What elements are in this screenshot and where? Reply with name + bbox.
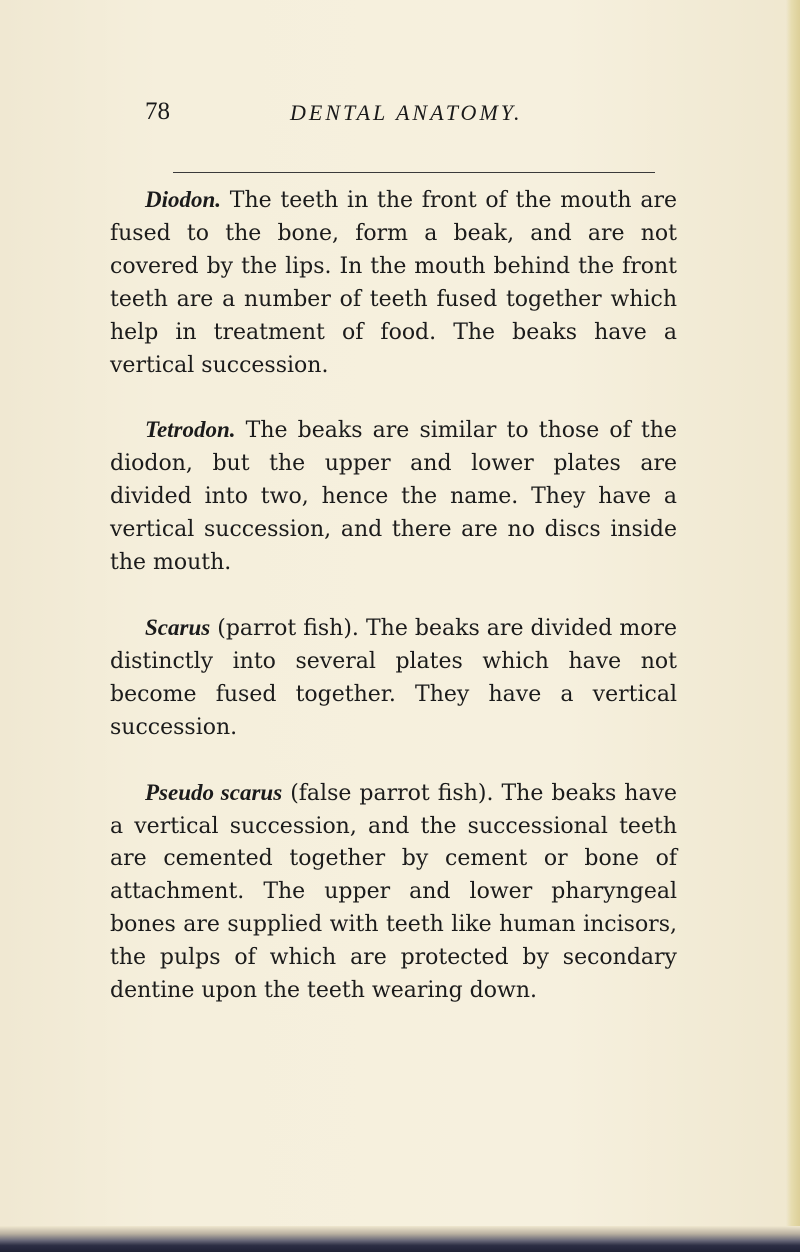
genus-name: Pseudo scarus <box>145 779 283 805</box>
running-title: DENTAL ANATOMY. <box>290 100 523 125</box>
paragraph-text: The beaks are similar to those of the diodon, but the upper and lower plates are divided into two, hence the name. They have a vertical succession, and there are no discs inside the mouth. <box>110 418 677 576</box>
paragraph-text: The teeth in the front of the mouth are fused to the bone, form a beak, and are not covered by the lips. In the mouth behind the front teeth are a number of teeth fused together which help in treatment of food. The beaks have a vertical succession. <box>110 188 677 378</box>
paragraph-pseudo-scarus <box>110 777 677 1008</box>
paragraph-scarus <box>110 612 677 745</box>
paragraph-text: (false parrot fish). The beaks have a vertical succession, and the successional teeth are cemented together by cement or bone of attachment. The upper and lower pharyngeal bones are supplied with teeth like human incisors, the pulps of which are protected by secondary dentine upon the teeth wearing down. <box>110 780 678 1004</box>
paragraph-diodon <box>110 184 677 382</box>
header-rule <box>173 172 655 173</box>
genus-name: Diodon. <box>145 187 222 212</box>
page-header <box>145 98 665 138</box>
page-edge-shadow <box>786 0 800 1252</box>
page-bottom-edge <box>0 1226 800 1252</box>
paragraph-tetrodon <box>110 414 677 580</box>
genus-name: Scarus <box>145 614 211 640</box>
page-number: 78 <box>145 98 170 125</box>
paragraph-text: (parrot fish). The beaks are divided more distinctly into several plates which have not become fused together. They have a vertical succession. <box>110 615 677 740</box>
body-text <box>110 184 677 1040</box>
genus-name: Tetrodon. <box>145 417 236 443</box>
